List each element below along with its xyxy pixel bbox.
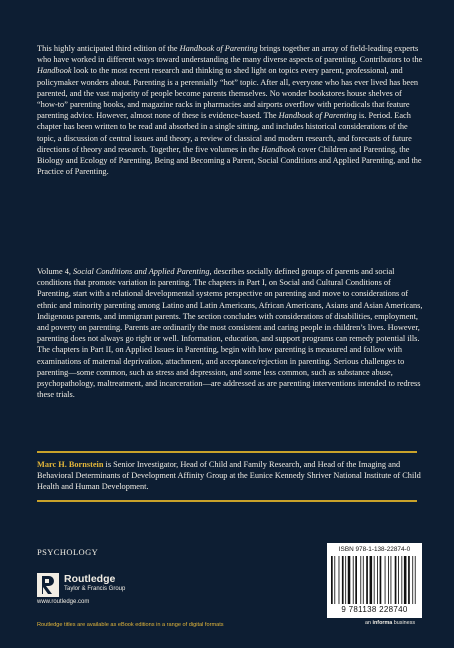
isbn-label: ISBN 978-1-138-22874-0 bbox=[338, 546, 411, 553]
barcode-panel bbox=[327, 543, 422, 618]
publisher-url[interactable]: www.routledge.com bbox=[37, 599, 90, 605]
ebook-note: Routledge titles are available as eBook editions in a range of digital formats bbox=[37, 622, 224, 628]
text: , describes socially defined groups of parents and social conditions that promote variation in parenting. The chapters in Part I, on Social and Cultural Conditions of Parenting, start with a relational developmental systems perspective on parenting and move to considerations of ethnic and minority parenting among Latino and Latin Americans, African Americans, Asians and Asian Americans, Indigenous parents, and immigrant parents. The section concludes with considerations of disabilities, employment, and poverty on parenting. Parents are ordinarily the most consistent and caring people in children’s lives. However, parenting does not always go right or well. Information, education, and support programs can remedy potential ills. The chapters in Part II, on Applied Issues in Parenting, begin with how parenting is measured and follow with examinations of maternal deprivation, attachment, and acceptance/rejection in parenting. Serious challenges to parenting—some common, such as stress and depression, and some less common, such as substance abuse, psychopathology, maltreatment, and incarceration—are addressed as are parenting interventions intended to redress these trials. bbox=[37, 267, 423, 400]
text: cover Children and Parenting, the Biology and Ecology of Parenting, Being and Becoming a Parent, Social Conditions and Applied Parenting, and the Practice of Parenting. bbox=[37, 144, 422, 177]
text: Volume 4, bbox=[37, 267, 74, 276]
title-italic: Handbook of Parenting bbox=[179, 44, 258, 53]
text: business bbox=[392, 620, 416, 626]
title-italic: Handbook bbox=[37, 66, 72, 76]
text: look to the most recent research and thinking to shed light on topics every parent, professional, and policymaker wonders about. Parenting is a perennially “hot” topic. After all, everyone who has ever lived has been parented, and the vast majority of people become parents themselves. No wonder bookstores house shelves of “how-to” parenting books, and magazine racks in pharmacies and airports overflow with periodicals that feature parenting advice. However, almost none of these is evidence-based. The bbox=[37, 66, 419, 121]
title-italic: Handbook bbox=[261, 144, 296, 154]
publisher-name: Routledge bbox=[64, 573, 116, 585]
divider-bottom bbox=[37, 500, 417, 502]
text: brings together an array of field-leading experts who have worked in different ways toward understanding the many diverse aspects of parenting. Contributors to the bbox=[37, 44, 423, 65]
author-name: Marc H. Bornstein bbox=[37, 460, 104, 469]
publisher-group: Taylor & Francis Group bbox=[64, 586, 126, 592]
barcode-icon bbox=[331, 556, 418, 604]
title-italic: Handbook of Parenting bbox=[278, 111, 357, 121]
text: is. Period. Each chapter has been written to be read and absorbed in a single sitting, and includes historical considerations of the topic, a discussion of central issues and theory, a review of classical and modern research, and forecasts of future directions of theory and research. Together, the five volumes in the bbox=[37, 111, 412, 154]
informa-brand: informa bbox=[372, 620, 393, 626]
informa-business-tag bbox=[365, 620, 415, 626]
description-paragraph-2 bbox=[37, 266, 423, 400]
text: an bbox=[365, 620, 373, 626]
volume-title-italic: Social Conditions and Applied Parenting bbox=[73, 267, 210, 276]
divider-top bbox=[37, 451, 417, 453]
author-bio bbox=[37, 459, 423, 493]
description-paragraph-1 bbox=[37, 43, 423, 177]
author-bio-text: is Senior Investigator, Head of Child and Family Research, and Head of the Imaging and Behavioral Determinants of Development Affinity Group at the Eunice Kennedy Shriver National Institute of Child Health and Human Development. bbox=[37, 460, 421, 492]
subject-category: PSYCHOLOGY bbox=[37, 547, 99, 557]
barcode-digits: 9 781138 228740 bbox=[341, 605, 408, 614]
routledge-logo-icon bbox=[37, 573, 59, 597]
text: This highly anticipated third edition of the bbox=[37, 44, 180, 53]
